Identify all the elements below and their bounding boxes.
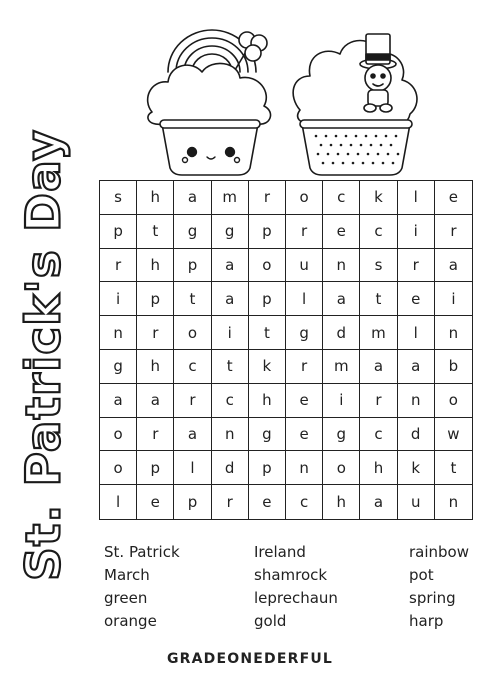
grid-cell[interactable]: a bbox=[174, 181, 211, 215]
grid-cell[interactable]: o bbox=[286, 181, 323, 215]
grid-cell[interactable]: n bbox=[398, 384, 435, 418]
grid-cell[interactable]: e bbox=[286, 384, 323, 418]
grid-cell[interactable]: h bbox=[360, 451, 397, 485]
grid-cell[interactable]: n bbox=[448, 493, 459, 512]
grid-cell[interactable]: n bbox=[323, 249, 360, 283]
page-title: St. Patrick's Day bbox=[16, 129, 72, 581]
grid-cell[interactable]: g bbox=[100, 350, 137, 384]
grid-cell[interactable]: d bbox=[323, 316, 360, 350]
grid-cell[interactable]: t bbox=[212, 350, 249, 384]
word-list-item: March bbox=[104, 566, 150, 584]
grid-cell[interactable]: o bbox=[435, 384, 472, 418]
grid-cell[interactable]: g bbox=[249, 418, 286, 452]
grid-cell[interactable]: r bbox=[212, 485, 249, 519]
word-list-item: leprechaun bbox=[254, 589, 338, 607]
grid-cell[interactable]: n bbox=[212, 418, 249, 452]
grid-cell[interactable]: t bbox=[435, 451, 472, 485]
grid-cell[interactable]: p bbox=[100, 215, 137, 249]
grid-cell[interactable]: a bbox=[212, 282, 249, 316]
grid-cell[interactable]: u bbox=[286, 249, 323, 283]
word-list-item: orange bbox=[104, 612, 157, 630]
grid-cell[interactable]: l bbox=[398, 316, 435, 350]
grid-cell[interactable]: g bbox=[323, 418, 360, 452]
grid-cell[interactable]: r bbox=[100, 249, 137, 283]
grid-cell[interactable]: t bbox=[249, 316, 286, 350]
grid-cell[interactable]: r bbox=[286, 350, 323, 384]
grid-cell[interactable]: o bbox=[174, 316, 211, 350]
grid-cell[interactable]: s bbox=[360, 249, 397, 283]
grid-cell[interactable]: c bbox=[323, 181, 360, 215]
grid-cell[interactable]: c bbox=[286, 485, 323, 519]
word-list-item: rainbow bbox=[409, 543, 469, 561]
cup-right bbox=[302, 124, 410, 175]
grid-cell[interactable]: n bbox=[435, 316, 472, 350]
grid-cell[interactable]: k bbox=[398, 451, 435, 485]
grid-cell[interactable]: r bbox=[249, 181, 286, 215]
grid-cell[interactable]: h bbox=[137, 181, 174, 215]
grid-cell[interactable]: t bbox=[137, 215, 174, 249]
grid-cell[interactable]: c bbox=[174, 350, 211, 384]
grid-cell[interactable]: w bbox=[435, 418, 472, 452]
grid-cell[interactable]: l bbox=[286, 282, 323, 316]
grid-cell[interactable]: a bbox=[100, 384, 137, 418]
grid-cell[interactable]: p bbox=[137, 451, 174, 485]
grid-cell[interactable]: m bbox=[323, 350, 360, 384]
grid-cell[interactable]: r bbox=[137, 316, 174, 350]
grid-cell[interactable]: a bbox=[174, 418, 211, 452]
grid-cell[interactable]: r bbox=[137, 418, 174, 452]
word-search-grid bbox=[99, 180, 473, 520]
grid-cell[interactable]: i bbox=[212, 316, 249, 350]
frosting-right bbox=[293, 41, 417, 126]
grid-cell[interactable]: g bbox=[174, 215, 211, 249]
grid-cell[interactable]: p bbox=[137, 282, 174, 316]
grid-cell[interactable]: d bbox=[398, 418, 435, 452]
grid-cell[interactable]: c bbox=[360, 215, 397, 249]
grid-cell[interactable]: n bbox=[100, 316, 137, 350]
grid-cell[interactable]: m bbox=[360, 316, 397, 350]
grid-cell[interactable]: a bbox=[360, 350, 397, 384]
grid-cell[interactable]: c bbox=[360, 418, 397, 452]
word-list-item: gold bbox=[254, 612, 287, 630]
grid-cell[interactable]: n bbox=[286, 451, 323, 485]
brand-footer: GRADEONEDERFUL bbox=[166, 651, 334, 667]
grid-cell[interactable]: a bbox=[398, 350, 435, 384]
grid-cell[interactable]: i bbox=[100, 282, 137, 316]
grid-cell[interactable]: e bbox=[137, 485, 174, 519]
grid-cell[interactable]: r bbox=[174, 384, 211, 418]
grid-cell[interactable]: p bbox=[174, 249, 211, 283]
grid-cell[interactable]: p bbox=[249, 215, 286, 249]
grid-cell[interactable]: h bbox=[323, 485, 360, 519]
grid-cell[interactable]: k bbox=[249, 350, 286, 384]
grid-cell[interactable]: k bbox=[360, 181, 397, 215]
grid-cell[interactable]: p bbox=[249, 282, 286, 316]
grid-cell[interactable]: a bbox=[323, 282, 360, 316]
grid-cell[interactable]: h bbox=[249, 384, 286, 418]
grid-cell[interactable]: s bbox=[100, 181, 137, 215]
grid-cell[interactable]: g bbox=[212, 215, 249, 249]
word-list-item: green bbox=[104, 589, 148, 607]
grid-cell[interactable]: a bbox=[360, 485, 397, 519]
grid-cell[interactable]: i bbox=[398, 215, 435, 249]
grid-cell[interactable]: e bbox=[286, 418, 323, 452]
grid-cell[interactable]: h bbox=[137, 350, 174, 384]
grid-cell[interactable]: r bbox=[435, 215, 472, 249]
grid-cell[interactable]: o bbox=[100, 451, 137, 485]
grid-cell[interactable]: a bbox=[137, 384, 174, 418]
word-list bbox=[104, 543, 474, 633]
grid-cell[interactable]: t bbox=[360, 282, 397, 316]
grid-cell[interactable]: l bbox=[174, 451, 211, 485]
word-list-item: pot bbox=[409, 566, 434, 584]
grid-cell[interactable]: l bbox=[100, 485, 137, 519]
grid-cell[interactable]: c bbox=[212, 384, 249, 418]
word-list-item: harp bbox=[409, 612, 444, 630]
frosting-left bbox=[148, 63, 271, 124]
grid-cell[interactable]: i bbox=[323, 384, 360, 418]
grid-cell[interactable]: u bbox=[398, 485, 435, 519]
cup-left bbox=[162, 124, 258, 175]
grid-cell[interactable]: g bbox=[286, 316, 323, 350]
grid-cell[interactable]: o bbox=[323, 451, 360, 485]
grid-cell[interactable]: h bbox=[137, 249, 174, 283]
grid-cell[interactable]: r bbox=[398, 249, 435, 283]
grid-cell[interactable]: d bbox=[212, 451, 249, 485]
cupcake-illustrations bbox=[140, 0, 480, 178]
grid-cell[interactable]: e bbox=[323, 215, 360, 249]
grid-cell[interactable]: r bbox=[360, 384, 397, 418]
grid-cell[interactable]: o bbox=[100, 418, 137, 452]
grid-cell[interactable]: l bbox=[398, 181, 435, 215]
word-list-item: spring bbox=[409, 589, 456, 607]
grid-cell[interactable]: i bbox=[435, 282, 472, 316]
grid-cell[interactable]: a bbox=[435, 249, 472, 283]
grid-cell[interactable]: p bbox=[174, 485, 211, 519]
grid-cell[interactable]: e bbox=[249, 485, 286, 519]
grid-cell[interactable]: t bbox=[174, 282, 211, 316]
grid-cell[interactable]: a bbox=[212, 249, 249, 283]
grid-cell[interactable]: b bbox=[435, 350, 472, 384]
grid-cell[interactable]: e bbox=[435, 181, 472, 215]
grid-cell[interactable]: p bbox=[249, 451, 286, 485]
grid-cell[interactable]: r bbox=[286, 215, 323, 249]
grid-cell[interactable]: e bbox=[398, 282, 435, 316]
word-list-item: shamrock bbox=[254, 566, 328, 584]
grid-cell[interactable]: m bbox=[212, 181, 249, 215]
grid-cell[interactable]: o bbox=[249, 249, 286, 283]
word-list-item: Ireland bbox=[254, 543, 306, 561]
word-list-item: St. Patrick bbox=[104, 543, 180, 561]
